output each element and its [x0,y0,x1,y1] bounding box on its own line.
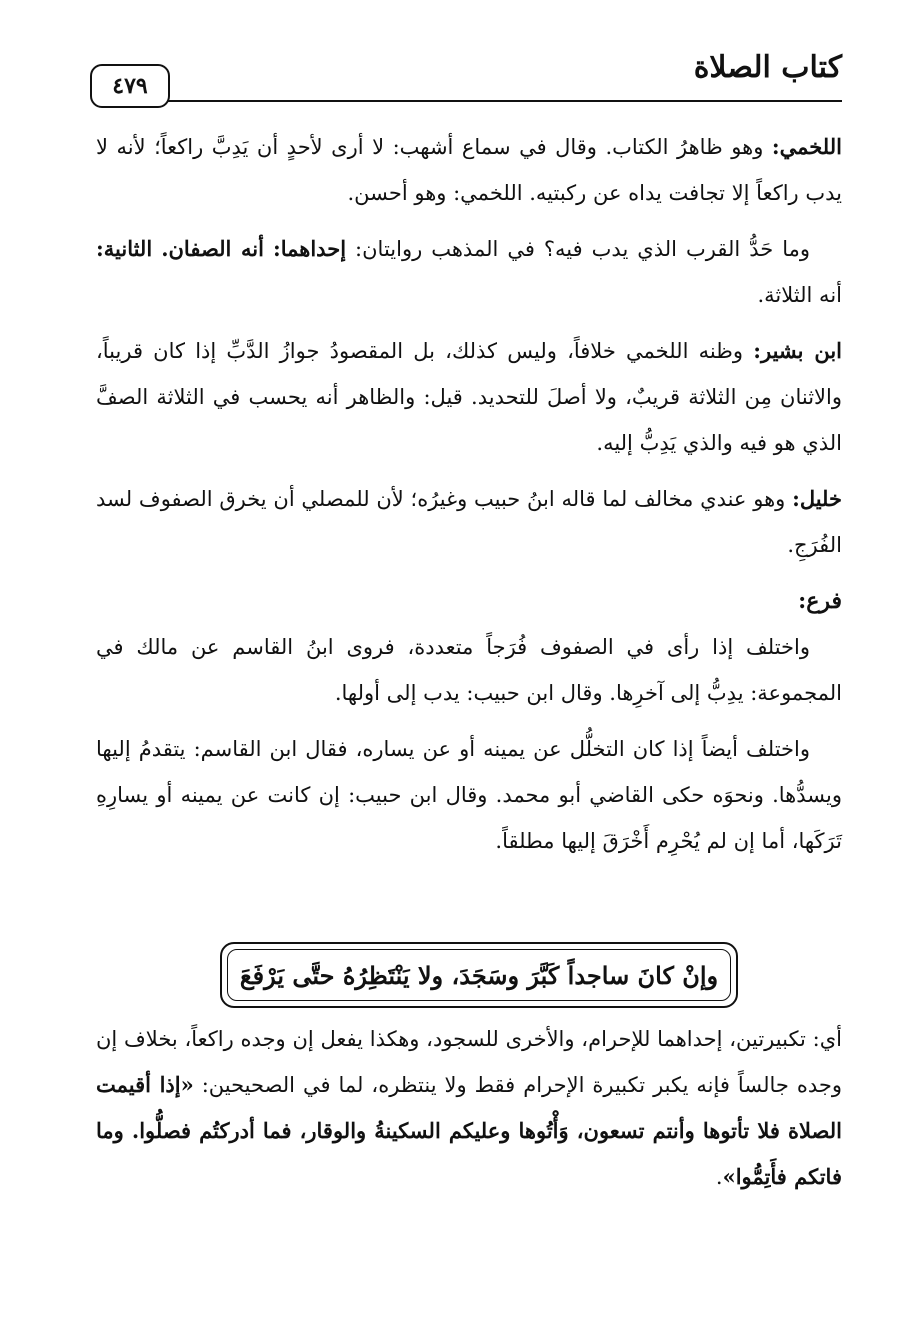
paragraph-takhallul: واختلف أيضاً إذا كان التخلُّل عن يمينه أو عن يساره، فقال ابن القاسم: يتقدمُ إليها ويسدُّها. ونحوَه حكى القاضي أبو محمد. وقال ابن حبيب: إن كانت عن يمينه أو يسارِهِ تَرَكَها، أما إن لم يُحْرِم أَخْرَقَ إليها مطلقاً. [96,737,842,853]
paragraph-qurb: وما حَدُّ القرب الذي يدب فيه؟ في المذهب روايتان: إحداهما: أنه الصفان. الثانية: أنه الثلاثة. [96,236,842,307]
header-rule [166,100,842,102]
section-heading: فرع: [798,588,842,614]
matn-quote-box [220,942,738,1008]
hadith-quote: «إذا أقيمت الصلاة فلا تأتوها وأنتم تسعون، وَأْتُوها وعليكم السكينةُ والوقار، فما أدركتُم فصلُّوا. وما فاتكم فأَتِمُّوا» [96,1072,842,1189]
page-header [90,44,842,114]
book-title: كتاب الصلاة [693,50,842,85]
paragraph-text: وهو ظاهرُ الكتاب. وقال في سماع أشهب: لا أرى لأحدٍ أن يَدِبَّ راكعاً؛ لأنه لا يدب راكعاً إلا تجافت يداه عن ركبتيه. اللخمي: وهو أحسن. [96,135,842,205]
speaker-lakhmi: اللخمي: [771,134,842,159]
speaker-khalil: خليل: [792,486,842,511]
paragraph-commentary: أي: تكبيرتين، إحداهما للإحرام، والأخرى للسجود، وهكذا يفعل إن وجده راكعاً، بخلاف إن وجده جالساً فإنه يكبر تكبيرة الإحرام فقط ولا ينتظره، لما في الصحيحين: «إذا أقيمت الصلاة فلا تأتوها وأنتم تسعون، وَأْتُوها وعليكم السكينةُ والوقار، فما أدركتُم فصلُّوا. وما فاتكم فأَتِمُّوا». [96,1027,842,1189]
lower-text-block [96,1016,842,1200]
paragraph-ibn-bashir: ابن بشير: وظنه اللخمي خلافاً، وليس كذلك، بل المقصودُ جوازُ الدَّبِّ إذا كان قريباً، والاثنان مِن الثلاثة قريبٌ، ولا أصلَ للتحديد. قيل: والظاهر أنه يحسب في الثلاثة الصفَّ الذي هو فيه والذي يَدِبُّ إليه. [96,338,842,455]
paragraph-lakhmi [96,124,842,216]
speaker-ibn-bashir: ابن بشير: [753,338,842,363]
paragraph-furaj: واختلف إذا رأى في الصفوف فُرَجاً متعددة، فروى ابنُ القاسم عن مالك في المجموعة: يدِبُّ إلى آخرِها. وقال ابن حبيب: يدب إلى أولها. [96,635,842,705]
paragraph-khalil: خليل: وهو عندي مخالف لما قاله ابنُ حبيب وغيرُه؛ لأن للمصلي أن يخرق الصفوف لسد الفُرَجِ. [96,486,842,557]
matn-quote-text: وإنْ كانَ ساجداً كَبَّرَ وسَجَدَ، ولا يَنْتَظِرُهُ حتَّى يَرْفَعَ [227,949,731,1001]
upper-text-block [96,124,842,864]
page-number: ٤٧٩ [90,64,170,108]
